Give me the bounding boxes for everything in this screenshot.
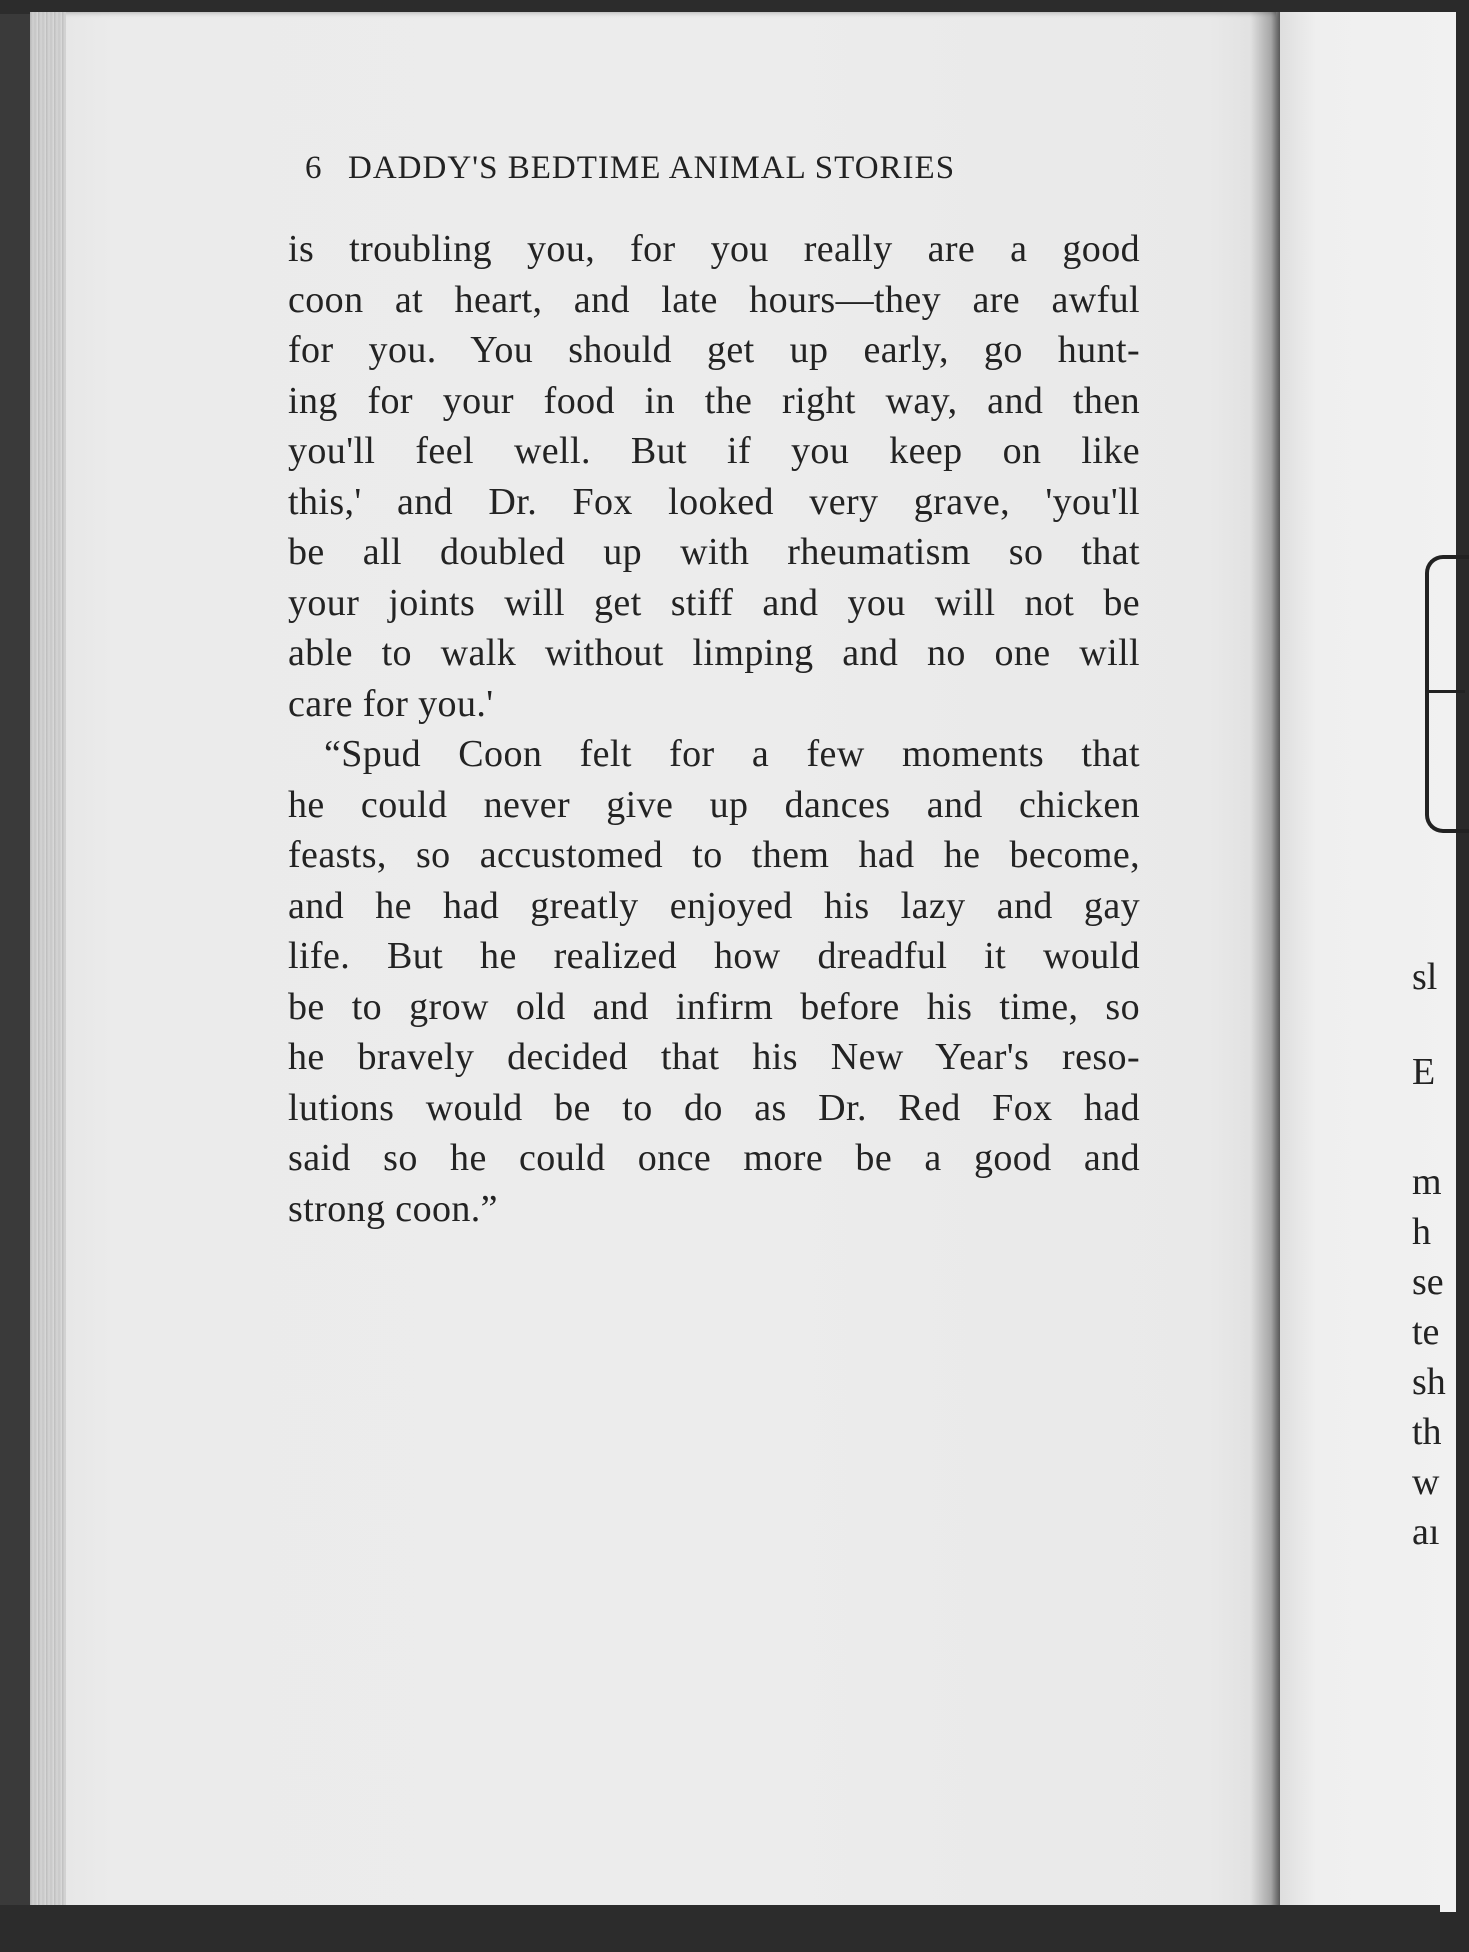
book-gutter [1250,12,1280,1912]
page-edges [30,12,66,1912]
text-line: this,' and Dr. Fox looked very grave, 'you'll [288,480,1140,523]
right-page-fragment: m [1412,1161,1442,1203]
text-line: he bravely decided that his New Year's reso- [288,1036,1140,1078]
right-page-fragment: aı [1412,1511,1440,1553]
right-page-fragment: sl [1412,956,1438,998]
text-line: is troubling you, for you really are a good [288,228,1140,270]
text-line: said so he could once more be a good and [288,1137,1140,1179]
text-line: and he had greatly enjoyed his lazy and gay [288,884,1140,927]
right-page-fragment: E [1412,1051,1436,1093]
page-number: 6 [305,150,322,186]
right-page-fragment: w [1412,1461,1440,1503]
right-page-illustration-frame [1425,555,1469,833]
text-line: your joints will get stiff and you will not be [288,581,1140,624]
right-page-fragment: th [1412,1411,1442,1453]
text-line: able to walk without limping and no one will [288,632,1140,674]
story-text [288,224,1140,1234]
text-line: ing for your food in the right way, and then [288,379,1140,422]
right-page-frame-divider [1425,690,1465,693]
running-head [305,150,1085,187]
scan-bottom-border [0,1905,1440,1952]
text-line: be to grow old and infirm before his time, so [288,985,1140,1028]
text-line: coon at heart, and late hours—they are awful [288,278,1140,321]
text-line: he could never give up dances and chicken [288,783,1140,826]
book-title: DADDY'S BEDTIME ANIMAL STORIES [348,150,956,186]
text-line: care for you.' [288,682,494,725]
right-page-fragment: te [1412,1311,1440,1353]
right-page-fragment: sh [1412,1361,1446,1403]
right-page-fragment: h [1412,1211,1431,1253]
text-line: you'll feel well. But if you keep on like [288,430,1140,472]
text-line: feasts, so accustomed to them had he become, [288,834,1140,876]
paragraph-first-line: “Spud Coon felt for a few moments that [324,733,1140,775]
text-line: life. But he realized how dreadful it would [288,935,1140,977]
text-line: lutions would be to do as Dr. Red Fox had [288,1086,1140,1129]
text-line: for you. You should get up early, go hunt- [288,329,1140,371]
text-line: be all doubled up with rheumatism so that [288,531,1140,573]
right-page-fragment: se [1412,1261,1444,1303]
text-line: strong coon.” [288,1187,498,1230]
